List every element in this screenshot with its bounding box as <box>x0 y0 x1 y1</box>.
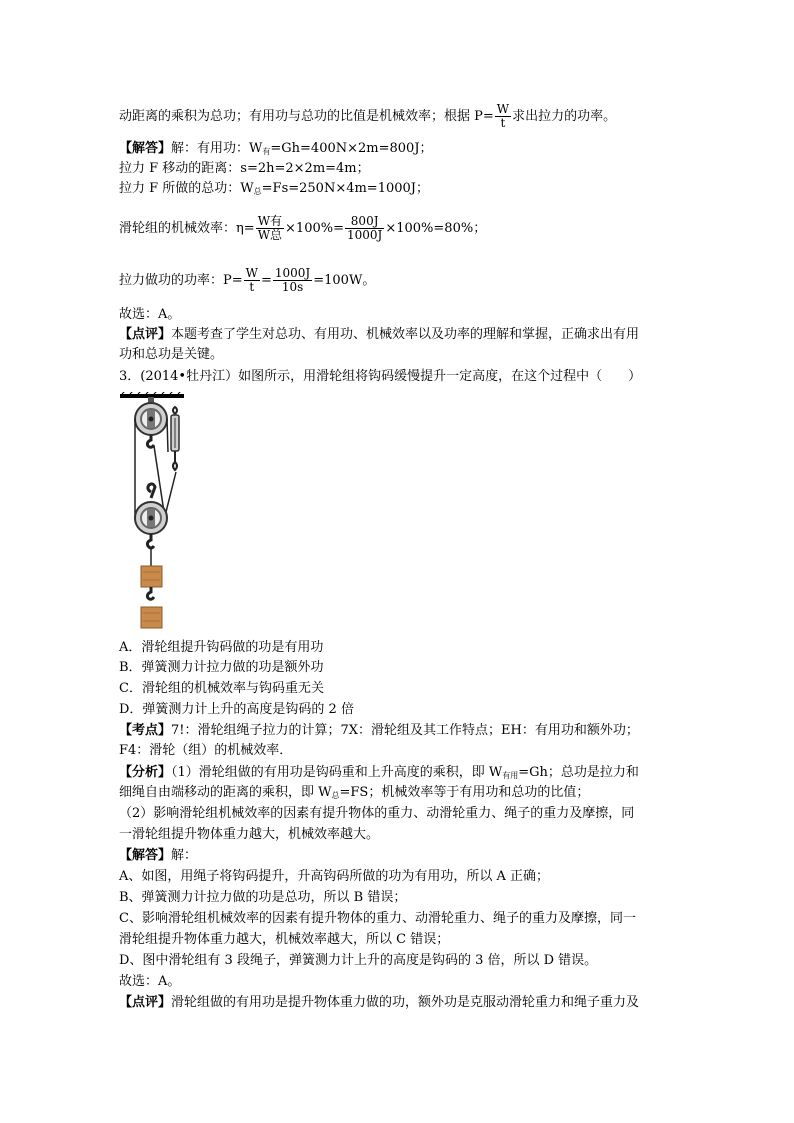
analysis-line: 【分析】（1）滑轮组做的有用功是钩码重和上升高度的乘积，即 $W_{有用}=Gh$；总功是拉力和 <box>119 765 639 780</box>
movable-pulley-hook <box>147 534 154 548</box>
weight-hook <box>147 587 154 599</box>
comment-line: 功和总功是关键。 <box>119 347 224 362</box>
solution-line: B、弹簧测力计拉力做的功是总功，所以 B 错误； <box>119 890 407 905</box>
text-line: 动距离的乘积为总功；有用功与总功的比值是机械效率；根据 P= $\frac{W}{t}$ 求出拉力的功率。 <box>119 102 617 130</box>
analysis-line: 一滑轮组提升物体重力越大，机械效率越大。 <box>119 827 380 842</box>
weight-block <box>141 566 162 587</box>
option-c: C．滑轮组的机械效率与钩码重无关 <box>119 681 324 696</box>
answer-choice: 故选：A。 <box>119 974 181 989</box>
movable-pulley-top-hook <box>148 484 155 498</box>
weight-block <box>141 607 162 628</box>
solution-line: 【解答】解：有用功：$W_有=Gh=400N\times 2m=800J$； <box>119 141 433 156</box>
pulley-figure <box>118 392 198 634</box>
answer-choice: 故选：A。 <box>119 307 181 322</box>
question-stem: 3．(2014•牡丹江）如图所示，用滑轮组将钩码缓慢提升一定高度，在这个过程中（ ） <box>119 369 642 384</box>
option-b: B．弹簧测力计拉力做的功是额外功 <box>119 660 324 675</box>
solution-line: 拉力 F 移动的距离：s=2h=2×2m=4m； <box>119 161 370 176</box>
analysis-line: （2）影响滑轮组机械效率的因素有提升物体的重力、动滑轮重力、绳子的重力及摩擦，同 <box>119 806 635 821</box>
solution-line: 拉力 F 所做的总功：$W_总=Fs=250N\times 4m=1000J$； <box>119 181 429 196</box>
solution-line: A、如图，用绳子将钩码提升，升高钩码所做的功为有用功，所以 A 正确； <box>119 869 550 884</box>
solution-line: C、影响滑轮组机械效率的因素有提升物体的重力、动滑轮重力、绳子的重力及摩擦，同一 <box>119 911 636 926</box>
rope <box>167 419 168 452</box>
ceiling-hatch <box>122 392 182 394</box>
option-d: D．弹簧测力计上升的高度是钩码的 2 倍 <box>119 702 354 717</box>
comment-line: 【点评】本题考查了学生对总功、有用功、机械效率以及功率的理解和掌握，正确求出有用 <box>119 327 640 342</box>
kaodian-line: F4：滑轮（组）的机械效率． <box>119 743 293 758</box>
option-a: A．滑轮组提升钩码做的功是有用功 <box>119 640 324 655</box>
kaodian-line: 【考点】7!：滑轮组绳子拉力的计算；7X：滑轮组及其工作特点；EH：有用功和额外功； <box>119 723 639 738</box>
power-formula: 拉力做功的功率：P= $\frac{W}{t}$ = $\frac{1000J}{10s}$ =100W。 <box>119 266 376 294</box>
solution-head: 【解答】解： <box>119 848 198 863</box>
solution-line: D、图中滑轮组有 3 段绳子，弹簧测力计上升的高度是钩码的 3 倍，所以 D 错误。 <box>119 953 598 968</box>
spring-scale <box>171 407 179 470</box>
efficiency-formula: 滑轮组的机械效率：η= $\frac{\text{W有}}{\text{W总}}$ ×100%= $\frac{800J}{1000J}$ ×100%=80%； <box>119 214 487 242</box>
solution-line: 滑轮组提升物体重力越大，机械效率越大，所以 C 错误； <box>119 932 450 947</box>
fraction: $\frac{W}{t}$ <box>496 102 510 130</box>
analysis-line: 细绳自由端移动的距离的乘积，即 $W_总=FS$；机械效率等于有用功和总功的比值； <box>119 785 590 800</box>
comment-line: 【点评】滑轮组做的有用功是提升物体重力做的功，额外功是克服动滑轮重力和绳子重力及 <box>119 995 640 1010</box>
fixed-pulley-hook <box>147 435 154 447</box>
